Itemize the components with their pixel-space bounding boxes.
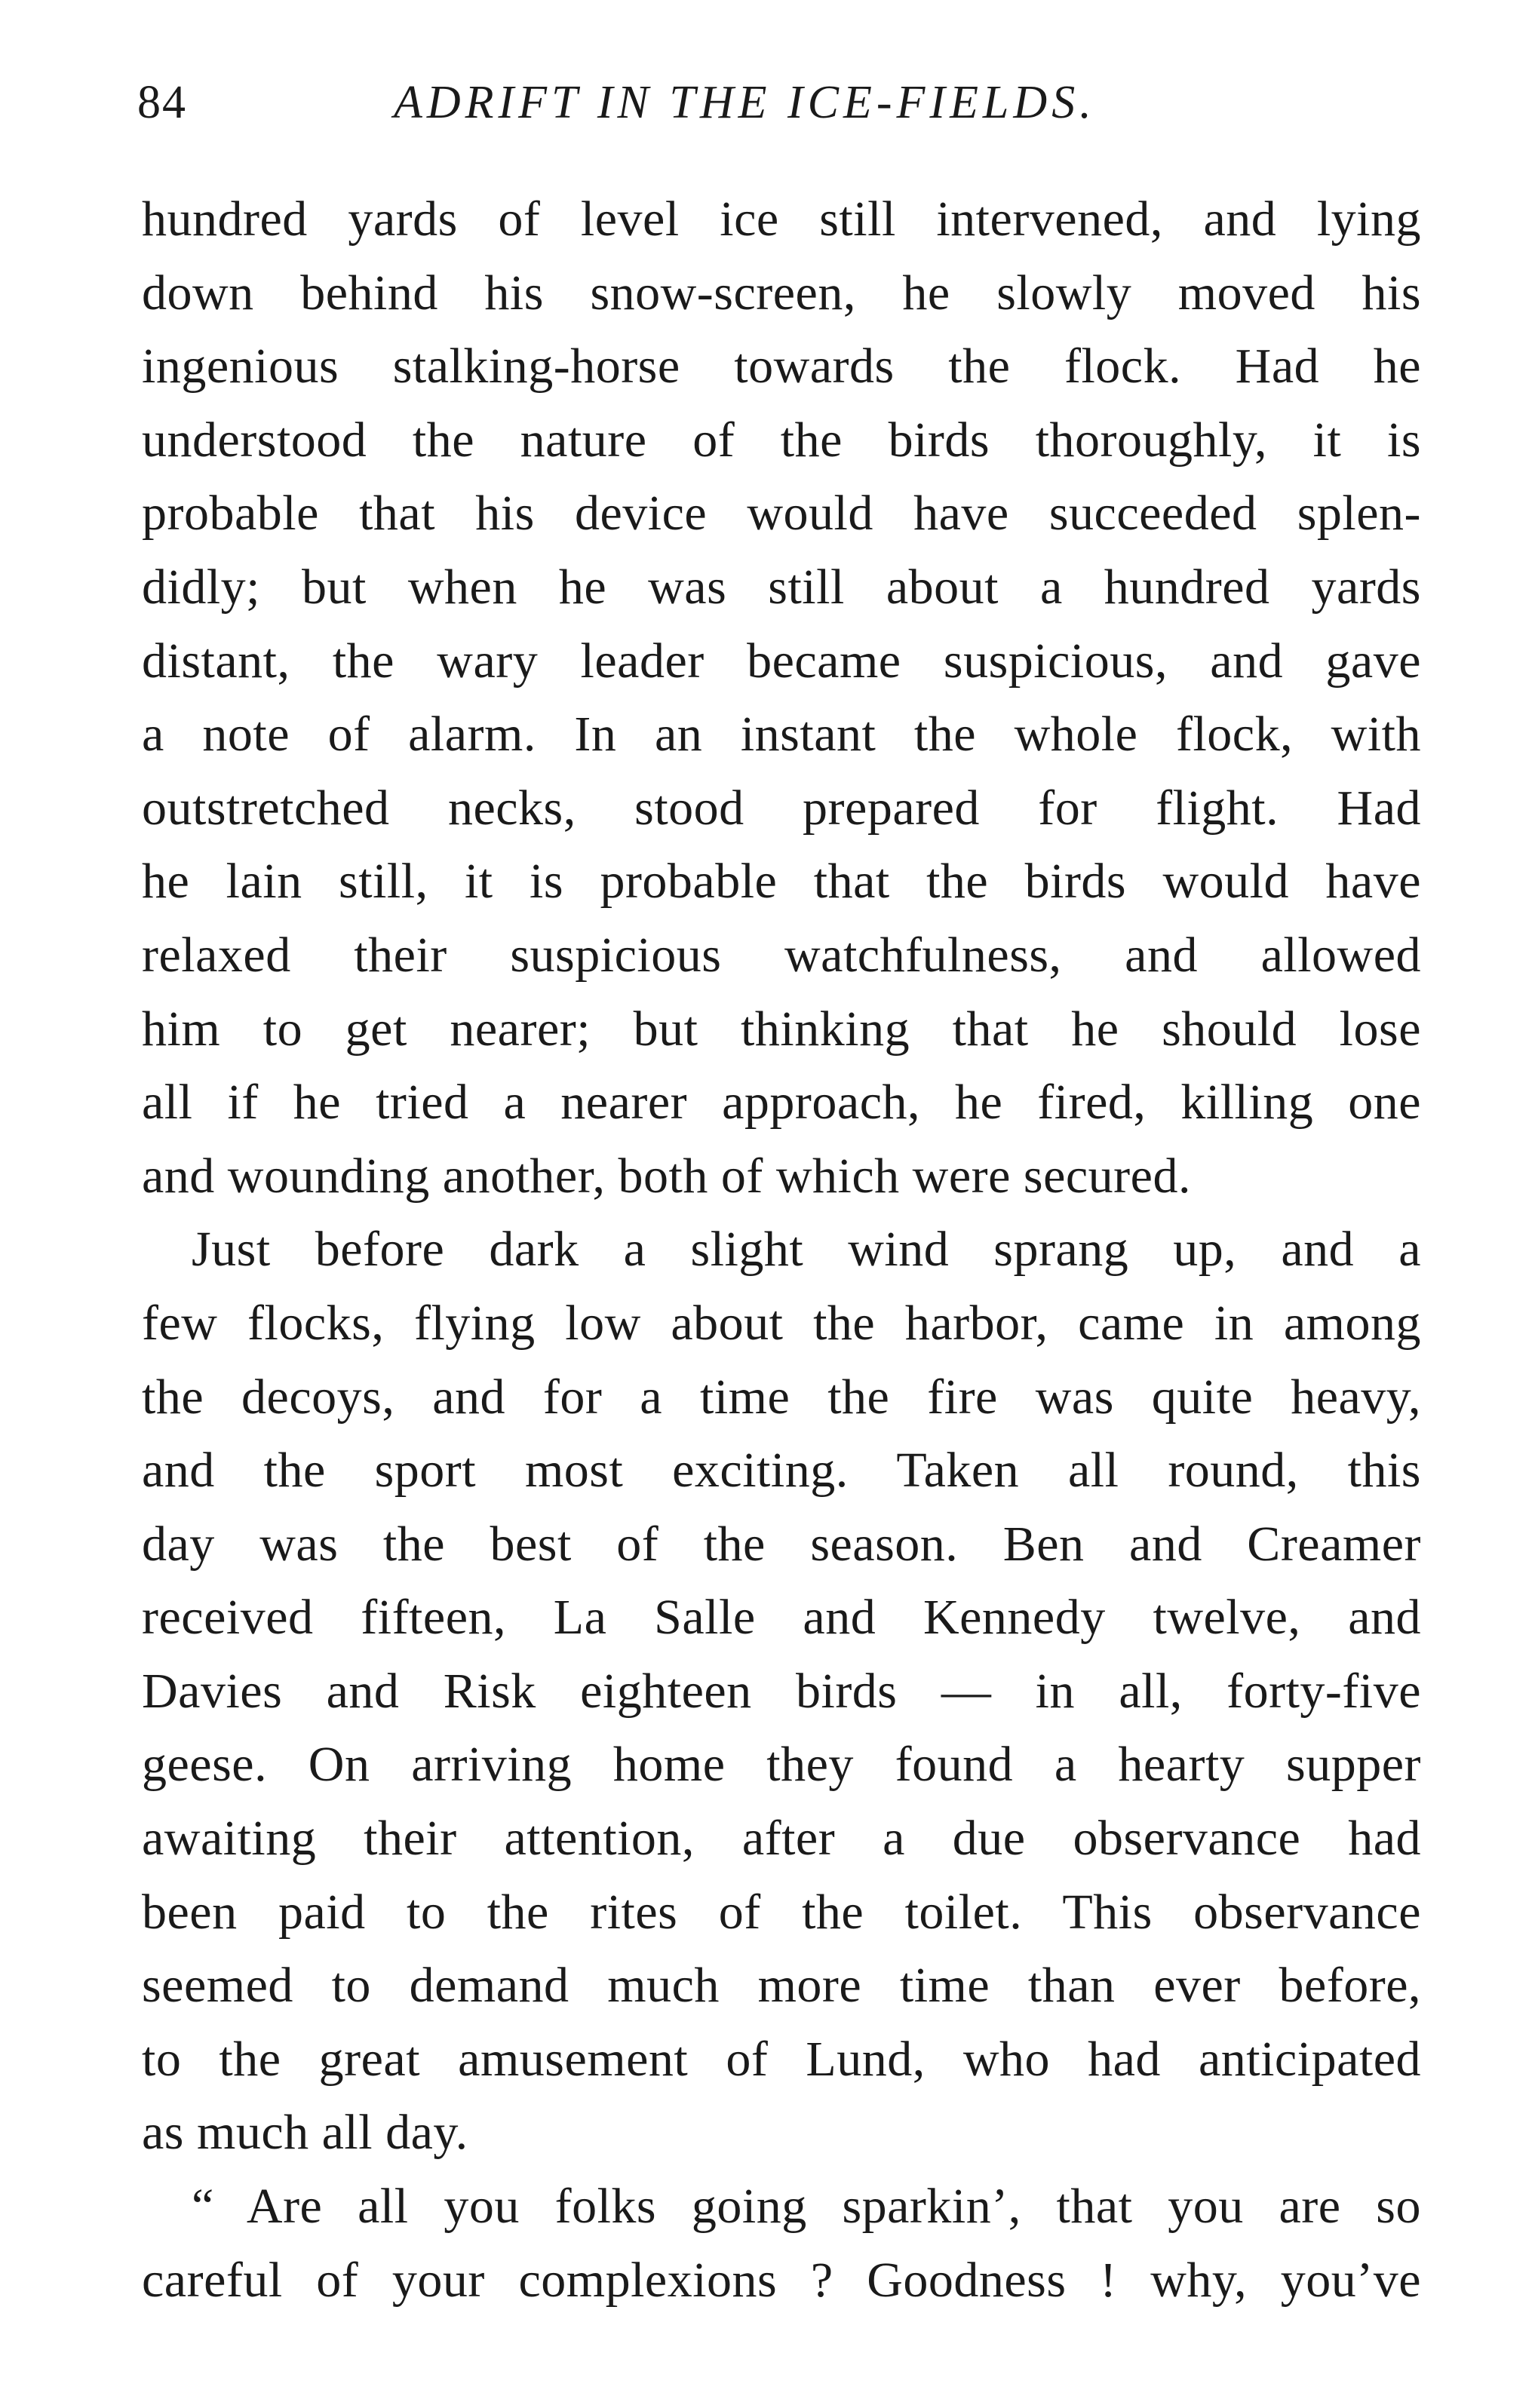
- text-line: seemed to demand much more time than ever before,: [142, 1958, 1421, 2014]
- text-line: him to get nearer; but thinking that he should lose: [142, 1001, 1421, 1057]
- text-line: distant, the wary leader became suspicious, and gave: [142, 633, 1421, 689]
- running-title: ADRIFT IN THE ICE-FIELDS.: [394, 77, 1096, 128]
- text-line: as much all day.: [142, 2105, 468, 2161]
- text-line: awaiting their attention, after a due observance had: [142, 1811, 1421, 1867]
- text-line: and the sport most exciting. Taken all round, this: [142, 1443, 1421, 1498]
- text-line: Just before dark a slight wind sprang up, and a: [192, 1222, 1421, 1278]
- text-line: the decoys, and for a time the fire was quite heavy,: [142, 1369, 1421, 1425]
- text-line: careful of your complexions ? Goodness ! why, you’ve: [142, 2252, 1421, 2308]
- text-line: understood the nature of the birds thoroughly, it is: [142, 412, 1421, 468]
- text-line: hundred yards of level ice still intervened, and lying: [142, 192, 1421, 247]
- paragraph-1: [142, 183, 1421, 1213]
- text-line: ingenious stalking-horse towards the flock. Had he: [142, 339, 1421, 394]
- text-line: received fifteen, La Salle and Kennedy twelve, and: [142, 1590, 1421, 1646]
- text-line: been paid to the rites of the toilet. This observance: [142, 1884, 1421, 1940]
- text-line: a note of alarm. In an instant the whole flock, with: [142, 707, 1421, 762]
- text-line: relaxed their suspicious watchfulness, and allowed: [142, 927, 1421, 983]
- text-line: few flocks, flying low about the harbor, came in among: [142, 1295, 1421, 1351]
- text-line: day was the best of the season. Ben and Creamer: [142, 1516, 1421, 1572]
- running-head: [137, 72, 1420, 133]
- text-line: he lain still, it is probable that the birds would have: [142, 854, 1421, 910]
- text-line: down behind his snow-screen, he slowly moved his: [142, 265, 1421, 321]
- body-text: [142, 183, 1421, 2317]
- text-line: and wounding another, both of which were secured.: [142, 1148, 1191, 1204]
- text-line: geese. On arriving home they found a hearty supper: [142, 1737, 1421, 1793]
- page-number: 84: [137, 77, 187, 128]
- text-line: probable that his device would have succeeded splen-: [142, 486, 1421, 541]
- paragraph-3: [142, 2170, 1421, 2317]
- text-line: to the great amusement of Lund, who had anticipated: [142, 2031, 1421, 2087]
- text-line: Davies and Risk eighteen birds — in all, forty-five: [142, 1663, 1421, 1719]
- text-line: outstretched necks, stood prepared for flight. Had: [142, 780, 1421, 836]
- text-line: all if he tried a nearer approach, he fired, killing one: [142, 1075, 1421, 1130]
- paragraph-2: [142, 1213, 1421, 2170]
- text-line: didly; but when he was still about a hundred yards: [142, 559, 1421, 615]
- text-line: “ Are all you folks going sparkin’, that you are so: [192, 2179, 1421, 2235]
